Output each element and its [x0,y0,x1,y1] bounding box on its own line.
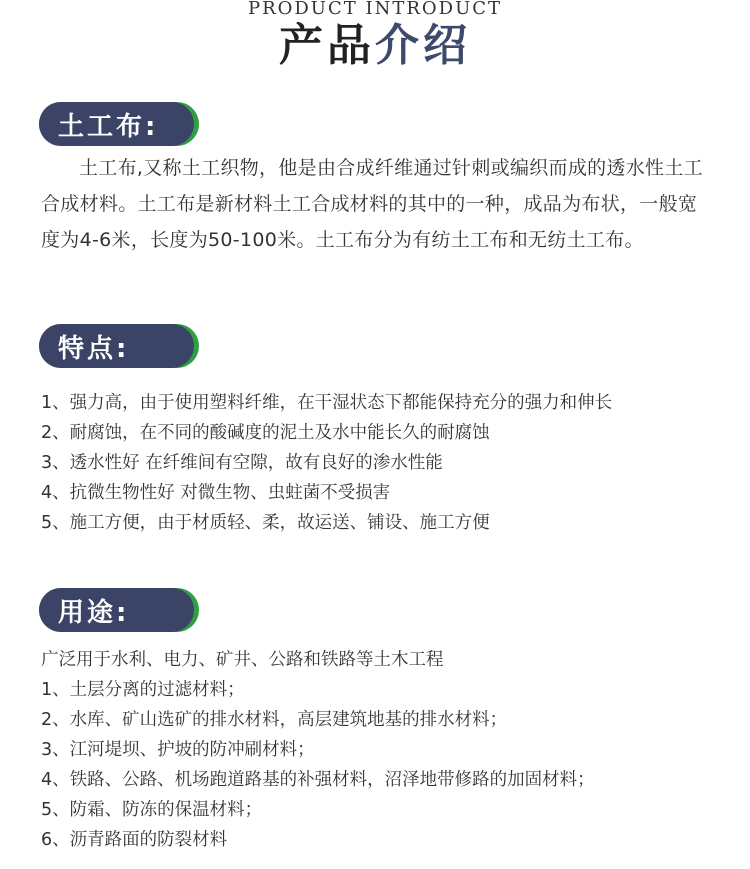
list-item: 1、强力高，由于使用塑料纤维，在干湿状态下都能保持充分的强力和伸长 [41,393,613,413]
header-english: PRODUCT INTRODUCT [247,0,503,19]
list-item: 1、土层分离的过滤材料； [41,680,245,700]
title-part-1: 产品 [279,20,375,71]
section-badge-geotextile [39,102,199,146]
section-title-geotextile: 土工布: [39,102,194,146]
list-item: 5、施工方便，由于材质轻、柔，故运送、铺设、施工方便 [41,513,490,533]
features-list [41,388,731,538]
list-item: 4、铁路、公路、机场跑道路基的补强材料，沼泽地带修路的加固材料； [41,770,595,790]
list-item: 6、沥青路面的防裂材料 [41,830,228,850]
list-item: 3、江河堤坝、护坡的防冲刷材料； [41,740,315,760]
list-item: 广泛用于水利、电力、矿井、公路和铁路等土木工程 [41,650,444,670]
section-title-uses: 用途: [39,588,194,632]
section-badge-features [39,324,199,368]
geotextile-paragraph: 土工布,又称土工织物，他是由合成纤维通过针刺或编织而成的透水性土工合成材料。土工布是新材料土工合成材料的其中的一种，成品为布状，一般宽度为4-6米，长度为50-100米。土工布分为有纺土工布和无纺土工布。 [41,157,703,251]
list-item: 4、抗微生物性好 对微生物、虫蛀菌不受损害 [41,483,391,503]
list-item: 3、透水性好 在纤维间有空隙，故有良好的渗水性能 [41,453,443,473]
section-badge-uses [39,588,199,632]
uses-list [41,645,731,855]
title-part-2: 介绍 [375,20,471,71]
page-title [0,20,750,72]
section-title-features: 特点: [39,324,194,368]
list-item: 5、防霜、防冻的保温材料； [41,800,263,820]
list-item: 2、耐腐蚀，在不同的酸碱度的泥土及水中能长久的耐腐蚀 [41,423,490,443]
list-item: 2、水库、矿山选矿的排水材料，高层建筑地基的排水材料； [41,710,508,730]
